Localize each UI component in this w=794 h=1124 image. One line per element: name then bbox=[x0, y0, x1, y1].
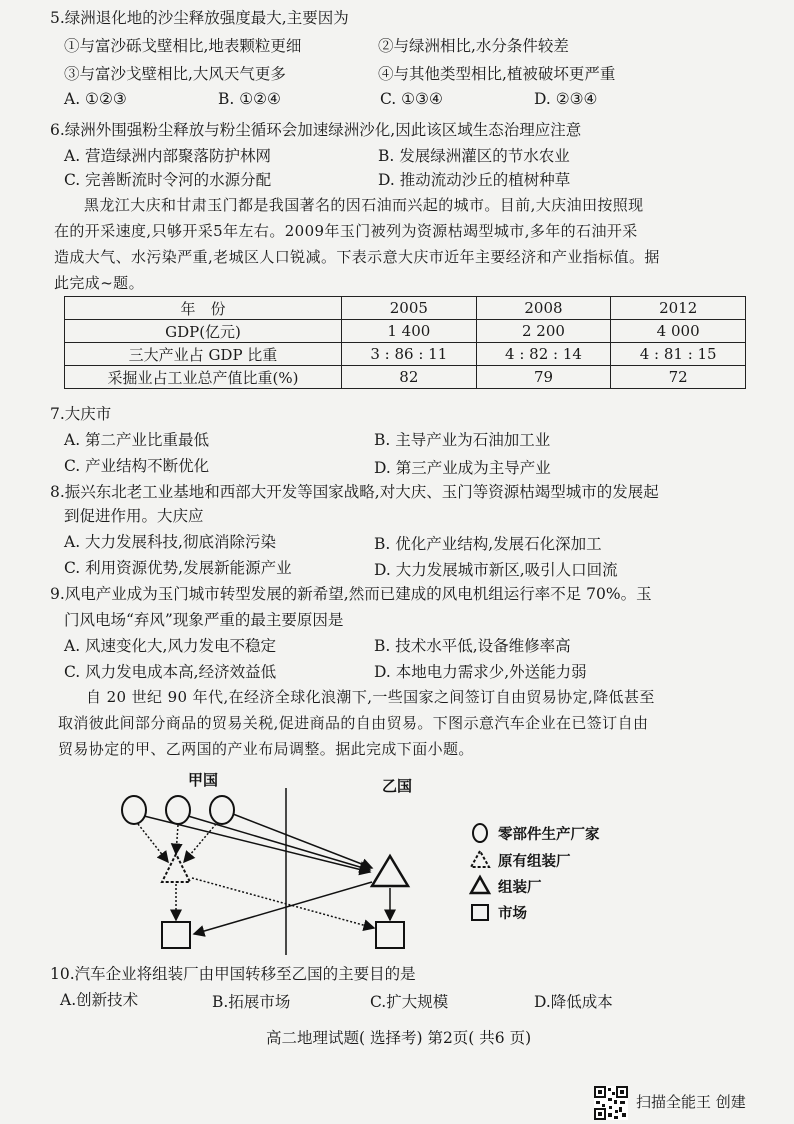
table-cell: 1 400 bbox=[342, 320, 477, 343]
page-footer: 高二地理试题( 选择考) 第2页( 共6 页) bbox=[266, 1029, 532, 1047]
legend-market-label: 市场 bbox=[498, 905, 527, 922]
q10-option-c: C.扩大规模 bbox=[370, 993, 449, 1011]
q8-option-a: A. 大力发展科技,彻底消除污染 bbox=[64, 533, 276, 551]
solid-flow-arrow bbox=[188, 816, 370, 870]
passage1-line-4: 此完成~题。 bbox=[54, 274, 144, 292]
q10-option-a: A.创新技术 bbox=[60, 991, 139, 1009]
table-row bbox=[65, 366, 746, 389]
passage1-line-2: 在的开采速度,只够开采5年左右。2009年玉门被列为资源枯竭型城市,多年的石油开采 bbox=[54, 222, 638, 240]
table-header-row bbox=[65, 297, 746, 320]
legend-original-plant-label: 原有组装厂 bbox=[498, 853, 571, 870]
table-cell: 三大产业占 GDP 比重 bbox=[65, 343, 342, 366]
q5-option-b: B. ①②④ bbox=[218, 90, 281, 108]
table-cell: 4 : 82 : 14 bbox=[476, 343, 611, 366]
label-country-a: 甲国 bbox=[188, 771, 219, 789]
legend-market-icon bbox=[472, 905, 488, 920]
passage2-line-1: 自 20 世纪 90 年代,在经济全球化浪潮下,一些国家之间签订自由贸易协定,降低甚至 bbox=[86, 688, 655, 706]
q10-option-b: B.拓展市场 bbox=[212, 993, 291, 1011]
label-country-b: 乙国 bbox=[382, 777, 413, 795]
table-cell: 72 bbox=[611, 366, 746, 389]
daqing-indicator-table bbox=[64, 296, 746, 389]
q9-option-b: B. 技术水平低,设备维修率高 bbox=[374, 637, 571, 655]
original-assembly-plant-icon bbox=[162, 854, 190, 882]
q9-stem-line-1: 9.风电产业成为玉门城市转型发展的新希望,然而已建成的风电机组运行率不足 70%。玉 bbox=[50, 585, 652, 603]
legend-parts-factory-icon bbox=[473, 824, 487, 842]
legend-assembly-plant-icon bbox=[471, 877, 489, 893]
q5-option-d: D. ②③④ bbox=[534, 90, 598, 108]
q8-option-b: B. 优化产业结构,发展石化深加工 bbox=[374, 535, 602, 553]
qr-code-icon bbox=[594, 1086, 634, 1120]
q9-stem-line-2: 门风电场“弃风”现象严重的最主要原因是 bbox=[64, 611, 344, 629]
q6-option-c: C. 完善断流时令河的水源分配 bbox=[64, 171, 272, 189]
q7-stem: 7.大庆市 bbox=[50, 405, 112, 423]
q7-option-b: B. 主导产业为石油加工业 bbox=[374, 431, 551, 449]
table-header-cell: 2005 bbox=[342, 297, 477, 320]
dotted-flow-arrow bbox=[138, 824, 168, 862]
solid-flow-arrow bbox=[233, 814, 372, 868]
passage2-line-3: 贸易协定的甲、乙两国的产业布局调整。据此完成下面小题。 bbox=[58, 740, 474, 758]
market-icon bbox=[376, 922, 404, 948]
q6-stem: 6.绿洲外围强粉尘释放与粉尘循环会加速绿洲沙化,因此该区域生态治理应注意 bbox=[50, 121, 582, 139]
table-cell: 3 : 86 : 11 bbox=[342, 343, 477, 366]
q5-statement-1: ①与富沙砾戈壁相比,地表颗粒更细 bbox=[64, 37, 302, 55]
q9-option-d: D. 本地电力需求少,外送能力弱 bbox=[374, 663, 587, 681]
new-assembly-plant-icon bbox=[372, 856, 408, 886]
passage1-line-3: 造成大气、水污染严重,老城区人口锐减。下表示意大庆市近年主要经济和产业指标值。据 bbox=[54, 248, 660, 266]
q9-option-c: C. 风力发电成本高,经济效益低 bbox=[64, 663, 277, 681]
dotted-flow-arrow bbox=[176, 825, 178, 854]
q7-option-a: A. 第二产业比重最低 bbox=[64, 431, 210, 449]
q8-stem-line-2: 到促进作用。大庆应 bbox=[64, 507, 204, 525]
dotted-flow-arrow bbox=[192, 878, 374, 928]
q7-option-d: D. 第三产业成为主导产业 bbox=[374, 459, 551, 477]
table-cell: GDP(亿元) bbox=[65, 320, 342, 343]
q10-stem: 10.汽车企业将组装厂由甲国转移至乙国的主要目的是 bbox=[50, 965, 416, 983]
table-cell: 79 bbox=[476, 366, 611, 389]
q5-statement-2: ②与绿洲相比,水分条件较差 bbox=[378, 37, 569, 55]
scanner-watermark: 扫描全能王 创建 bbox=[636, 1093, 746, 1111]
legend-assembly-plant-label: 组装厂 bbox=[498, 879, 542, 896]
table-cell: 采掘业占工业总产值比重(%) bbox=[65, 366, 342, 389]
q10-option-d: D.降低成本 bbox=[534, 993, 613, 1011]
passage2-line-2: 取消彼此间部分商品的贸易关税,促进商品的自由贸易。下图示意汽车企业在已签订自由 bbox=[58, 714, 649, 732]
q5-statement-4: ④与其他类型相比,植被破坏更严重 bbox=[378, 65, 616, 83]
table-cell: 4 000 bbox=[611, 320, 746, 343]
table-row bbox=[65, 343, 746, 366]
table-header-cell: 2008 bbox=[476, 297, 611, 320]
q6-option-d: D. 推动流动沙丘的植树种草 bbox=[378, 171, 571, 189]
q5-option-c: C. ①③④ bbox=[380, 90, 443, 108]
industry-layout-diagram bbox=[100, 770, 660, 960]
q5-statement-3: ③与富沙戈壁相比,大风天气更多 bbox=[64, 65, 286, 83]
passage1-line-1: 黑龙江大庆和甘肃玉门都是我国著名的因石油而兴起的城市。目前,大庆油田按照现 bbox=[84, 196, 644, 214]
q9-option-a: A. 风速变化大,风力发电不稳定 bbox=[64, 637, 276, 655]
table-cell: 82 bbox=[342, 366, 477, 389]
legend-parts-factory-label: 零部件生产厂家 bbox=[498, 826, 600, 843]
solid-flow-arrow bbox=[194, 882, 372, 934]
q8-option-c: C. 利用资源优势,发展新能源产业 bbox=[64, 559, 292, 577]
legend-original-plant-icon bbox=[471, 851, 489, 867]
table-cell: 4 : 81 : 15 bbox=[611, 343, 746, 366]
q6-option-b: B. 发展绿洲灌区的节水农业 bbox=[378, 147, 570, 165]
q8-stem-line-1: 8.振兴东北老工业基地和西部大开发等国家战略,对大庆、玉门等资源枯竭型城市的发展起 bbox=[50, 483, 659, 501]
table-row bbox=[65, 320, 746, 343]
market-icon bbox=[162, 922, 190, 948]
table-cell: 2 200 bbox=[476, 320, 611, 343]
parts-factory-icon bbox=[166, 796, 190, 824]
q8-option-d: D. 大力发展城市新区,吸引人口回流 bbox=[374, 561, 618, 579]
parts-factory-icon bbox=[210, 796, 234, 824]
q7-option-c: C. 产业结构不断优化 bbox=[64, 457, 210, 475]
table-header-cell: 2012 bbox=[611, 297, 746, 320]
q5-stem: 5.绿洲退化地的沙尘释放强度最大,主要因为 bbox=[50, 9, 349, 27]
parts-factory-icon bbox=[122, 796, 146, 824]
solid-flow-arrow bbox=[144, 816, 370, 872]
q6-option-a: A. 营造绿洲内部聚落防护林网 bbox=[64, 147, 272, 165]
table-header-cell: 年 份 bbox=[65, 297, 342, 320]
q5-option-a: A. ①②③ bbox=[64, 90, 127, 108]
